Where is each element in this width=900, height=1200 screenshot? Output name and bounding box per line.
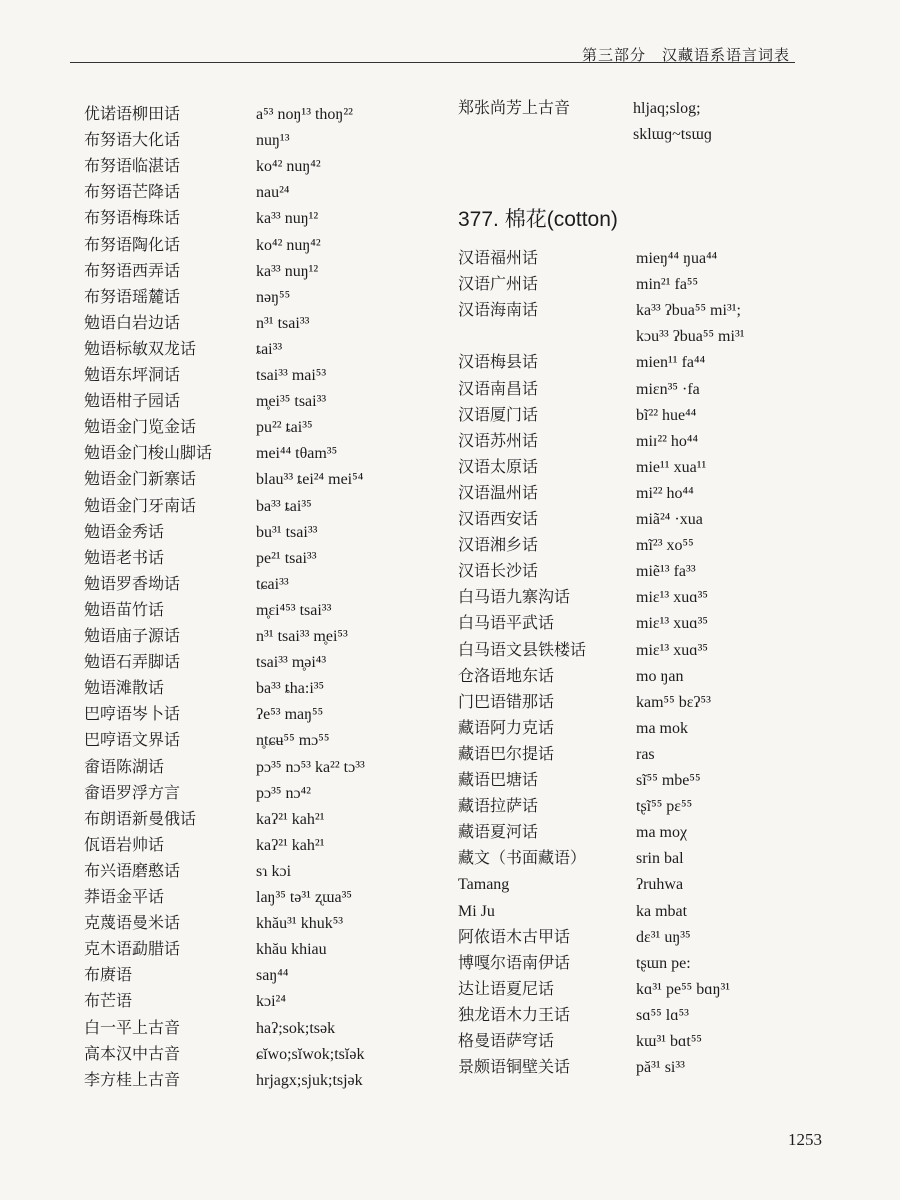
- language-name: 勉语老书话: [84, 549, 165, 567]
- word-form: laŋ³⁵ tə³¹ ʐɯa³⁵: [256, 889, 352, 906]
- language-name: 景颇语铜壁关话: [458, 1059, 571, 1077]
- word-form: mie¹¹ xua¹¹: [636, 458, 707, 476]
- language-name: 汉语厦门话: [458, 406, 539, 424]
- word-form: ʔruhwa: [636, 876, 684, 894]
- language-name: Mi Ju: [458, 902, 495, 920]
- language-name: 格曼语萨穹话: [458, 1033, 555, 1050]
- word-form: khău³¹ khuk⁵³: [256, 915, 344, 933]
- language-name: 布努语陶化话: [84, 236, 181, 254]
- language-name: 勉语苗竹话: [84, 601, 165, 619]
- word-form: haʔ;sok;tsək: [256, 1019, 336, 1037]
- language-name: 白马语文县铁楼话: [458, 641, 587, 659]
- word-form: m̥ei³⁵ tsai³³: [256, 393, 327, 411]
- language-name: 李方桂上古音: [84, 1071, 181, 1089]
- language-name: 独龙语木力王话: [458, 1006, 571, 1024]
- language-name: 布努语瑶麓话: [84, 288, 181, 306]
- word-form: n³¹ tsai³³: [256, 314, 310, 332]
- page-number: 1253: [788, 1130, 822, 1149]
- word-form: pe²¹ tsai³³: [256, 549, 317, 567]
- language-name: 畲语陈湖话: [84, 758, 165, 776]
- word-form: ko⁴² nuŋ⁴²: [256, 158, 321, 176]
- word-form: blau³³ ȶei²⁴ mei⁵⁴: [256, 471, 364, 489]
- word-form: mĩ²³ xo⁵⁵: [636, 537, 694, 555]
- language-name: 藏语巴塘话: [458, 772, 539, 789]
- word-form: hljaq;slog;: [633, 100, 701, 117]
- word-form: min²¹ fa⁵⁵: [636, 276, 699, 294]
- language-name: 藏语阿力克话: [458, 719, 555, 737]
- language-name: 优诺语柳田话: [84, 106, 181, 123]
- word-form: ka³³ nuŋ¹²: [256, 262, 319, 280]
- word-form: miã²⁴ ·xua: [636, 511, 703, 528]
- language-name: 勉语滩散话: [84, 680, 165, 698]
- word-form: mi²² ho⁴⁴: [636, 484, 694, 502]
- running-header: 第三部分 汉藏语系语言词表: [581, 48, 790, 64]
- language-name: 巴哼语文界话: [84, 732, 181, 750]
- language-name: 达让语夏尼话: [458, 980, 555, 998]
- language-name: 勉语柑子园话: [84, 393, 181, 411]
- language-name: 布努语梅珠话: [84, 210, 181, 228]
- word-form: tɕai³³: [256, 575, 289, 593]
- language-name: 藏语巴尔提话: [458, 745, 555, 763]
- word-form: miɛ¹³ xuɑ³⁵: [636, 615, 708, 633]
- language-name: 布努语临湛话: [84, 158, 181, 176]
- word-form: ma moχ: [636, 824, 688, 842]
- word-form: sɑ⁵⁵ lɑ⁵³: [636, 1006, 689, 1024]
- word-form: pă³¹ si³³: [636, 1059, 685, 1077]
- language-name: 布赓语: [84, 967, 133, 985]
- language-name: 布芒语: [84, 993, 133, 1011]
- language-name: 郑张尚芳上古音: [458, 100, 571, 117]
- language-name: 白一平上古音: [84, 1019, 181, 1037]
- word-form: kɑ³¹ pe⁵⁵ bɑŋ³¹: [636, 980, 731, 998]
- word-form: tʂĩ⁵⁵ pɛ⁵⁵: [636, 798, 693, 816]
- word-form: a⁵³ noŋ¹³ thoŋ²²: [256, 106, 353, 123]
- word-form: tsai³³ mai⁵³: [256, 367, 327, 384]
- section-title: 377. 棉花(cotton): [458, 208, 618, 231]
- word-form: ka³³ nuŋ¹²: [256, 210, 319, 228]
- word-form: tsai³³ m̥əi⁴³: [256, 654, 327, 672]
- word-form: pu²² ȶai³⁵: [256, 419, 313, 437]
- word-form: mo ŋan: [636, 667, 684, 685]
- word-form: srin bal: [636, 850, 684, 868]
- language-name: 门巴语错那话: [458, 693, 555, 711]
- language-name: 勉语东坪洞话: [84, 367, 181, 384]
- word-form: bĩ²² hue⁴⁴: [636, 406, 697, 424]
- word-form: kam⁵⁵ bɛʔ⁵³: [636, 693, 711, 711]
- language-name: 高本汉中古音: [84, 1045, 181, 1063]
- header-rule: [70, 62, 795, 63]
- word-form: ko⁴² nuŋ⁴²: [256, 236, 321, 254]
- language-name: 汉语长沙话: [458, 563, 539, 581]
- language-name: 畲语罗浮方言: [84, 784, 181, 802]
- language-name: 布朗语新曼俄话: [84, 810, 197, 828]
- word-form: pɔ³⁵ nɔ⁴²: [256, 784, 311, 802]
- language-name: 汉语湘乡话: [458, 537, 539, 555]
- word-form: saŋ⁴⁴: [256, 967, 289, 985]
- language-name: 勉语标敏双龙话: [84, 340, 197, 358]
- word-form: kɯ³¹ bɑt⁵⁵: [636, 1033, 703, 1050]
- word-form: ȶai³³: [256, 340, 283, 358]
- word-form: miɛn³⁵ ·fa: [636, 380, 700, 398]
- language-name: 巴哼语岑卜话: [84, 706, 181, 724]
- language-name: 勉语金门览金话: [84, 419, 197, 437]
- language-name: Tamang: [458, 876, 510, 894]
- language-name: 藏语拉萨话: [458, 798, 539, 816]
- language-name: 布努语芒降话: [84, 184, 181, 202]
- word-form: ka mbat: [636, 902, 688, 920]
- word-form: n³¹ tsai³³ m̥ei⁵³: [256, 628, 348, 645]
- language-name: 勉语金门梭山脚话: [84, 445, 213, 463]
- language-name: 勉语庙子源话: [84, 628, 181, 645]
- word-form: ka³³ ʔbua⁵⁵ mi³¹;: [636, 302, 741, 320]
- language-name: 汉语苏州话: [458, 432, 539, 450]
- language-name: 汉语南昌话: [458, 380, 539, 398]
- word-form: hrjagx;sjuk;tsjək: [256, 1071, 363, 1089]
- word-form: tʂɯn pe:: [636, 954, 691, 972]
- language-name: 克蔑语曼米话: [84, 915, 181, 933]
- language-name: 布努语西弄话: [84, 262, 181, 280]
- language-name: 勉语白岩边话: [84, 314, 181, 332]
- word-form: mei⁴⁴ tθam³⁵: [256, 445, 338, 463]
- word-form: sɿ kɔi: [256, 862, 292, 880]
- language-name: 阿侬语木古甲话: [458, 928, 571, 946]
- word-form: ba³³ ȶai³⁵: [256, 497, 312, 515]
- word-form: nau²⁴: [256, 184, 290, 202]
- word-form: kɔi²⁴: [256, 993, 286, 1011]
- word-form-continuation: sklɯɡ~tsɯɡ: [633, 126, 712, 143]
- language-name: 藏语夏河话: [458, 824, 539, 842]
- language-name: 勉语石弄脚话: [84, 654, 181, 672]
- language-name: 布兴语磨憨话: [84, 862, 181, 880]
- word-form: miɪ²² ho⁴⁴: [636, 432, 699, 450]
- word-form: m̥ɛi⁴⁵³ tsai³³: [256, 601, 332, 619]
- language-name: 汉语西安话: [458, 511, 539, 528]
- word-form: n̥tɕʉ⁵⁵ mɔ⁵⁵: [256, 732, 330, 750]
- word-form: kaʔ²¹ kah²¹: [256, 810, 325, 828]
- language-name: 佤语岩帅话: [84, 836, 165, 854]
- entry-row: [458, 96, 788, 122]
- word-form: miɛ¹³ xuɑ³⁵: [636, 641, 708, 659]
- language-name: 汉语福州话: [458, 250, 539, 267]
- word-form: pɔ³⁵ nɔ⁵³ ka²² tɔ³³: [256, 758, 365, 776]
- language-name: 勉语金秀话: [84, 523, 165, 541]
- language-name: 莽语金平话: [84, 889, 165, 906]
- word-form: nəŋ⁵⁵: [256, 288, 291, 306]
- language-name: 白马语九寨沟话: [458, 589, 571, 607]
- language-name: 汉语海南话: [458, 302, 539, 320]
- word-form-continuation: kɔu³³ ʔbua⁵⁵ mi³¹: [636, 328, 745, 346]
- language-name: 汉语温州话: [458, 484, 539, 502]
- word-form: miɛ¹³ xuɑ³⁵: [636, 589, 708, 607]
- word-form: ras: [636, 745, 655, 763]
- language-name: 克木语勐腊话: [84, 941, 181, 959]
- language-name: 勉语金门牙南话: [84, 497, 197, 515]
- word-form: ma mok: [636, 719, 688, 737]
- word-form: ba³³ ȶha:i³⁵: [256, 680, 325, 698]
- word-form: bu³¹ tsai³³: [256, 523, 318, 541]
- language-name: 勉语罗香坳话: [84, 575, 181, 593]
- language-name: 勉语金门新寨话: [84, 471, 197, 489]
- word-form: sĩ⁵⁵ mbe⁵⁵: [636, 772, 701, 789]
- language-name: 汉语梅县话: [458, 354, 539, 372]
- word-form: miẽ¹³ fa³³: [636, 563, 696, 581]
- word-form: nuŋ¹³: [256, 132, 290, 150]
- word-form: mien¹¹ fa⁴⁴: [636, 354, 706, 372]
- language-name: 博嘎尔语南伊话: [458, 954, 571, 972]
- word-form: kaʔ²¹ kah²¹: [256, 836, 325, 854]
- word-form: khău khiau: [256, 941, 327, 959]
- word-form: ɕĭwo;sĭwok;tsĭək: [256, 1045, 365, 1063]
- language-name: 汉语广州话: [458, 276, 539, 294]
- language-name: 布努语大化话: [84, 132, 181, 150]
- language-name: 汉语太原话: [458, 458, 539, 476]
- language-name: 仓洛语地东话: [458, 667, 555, 685]
- language-name: 白马语平武话: [458, 615, 555, 633]
- word-form: ʔe⁵³ maŋ⁵⁵: [256, 706, 324, 724]
- word-form: mieŋ⁴⁴ ŋua⁴⁴: [636, 250, 718, 267]
- word-form: dɛ³¹ uŋ³⁵: [636, 928, 691, 946]
- language-name: 藏文（书面藏语）: [458, 850, 587, 868]
